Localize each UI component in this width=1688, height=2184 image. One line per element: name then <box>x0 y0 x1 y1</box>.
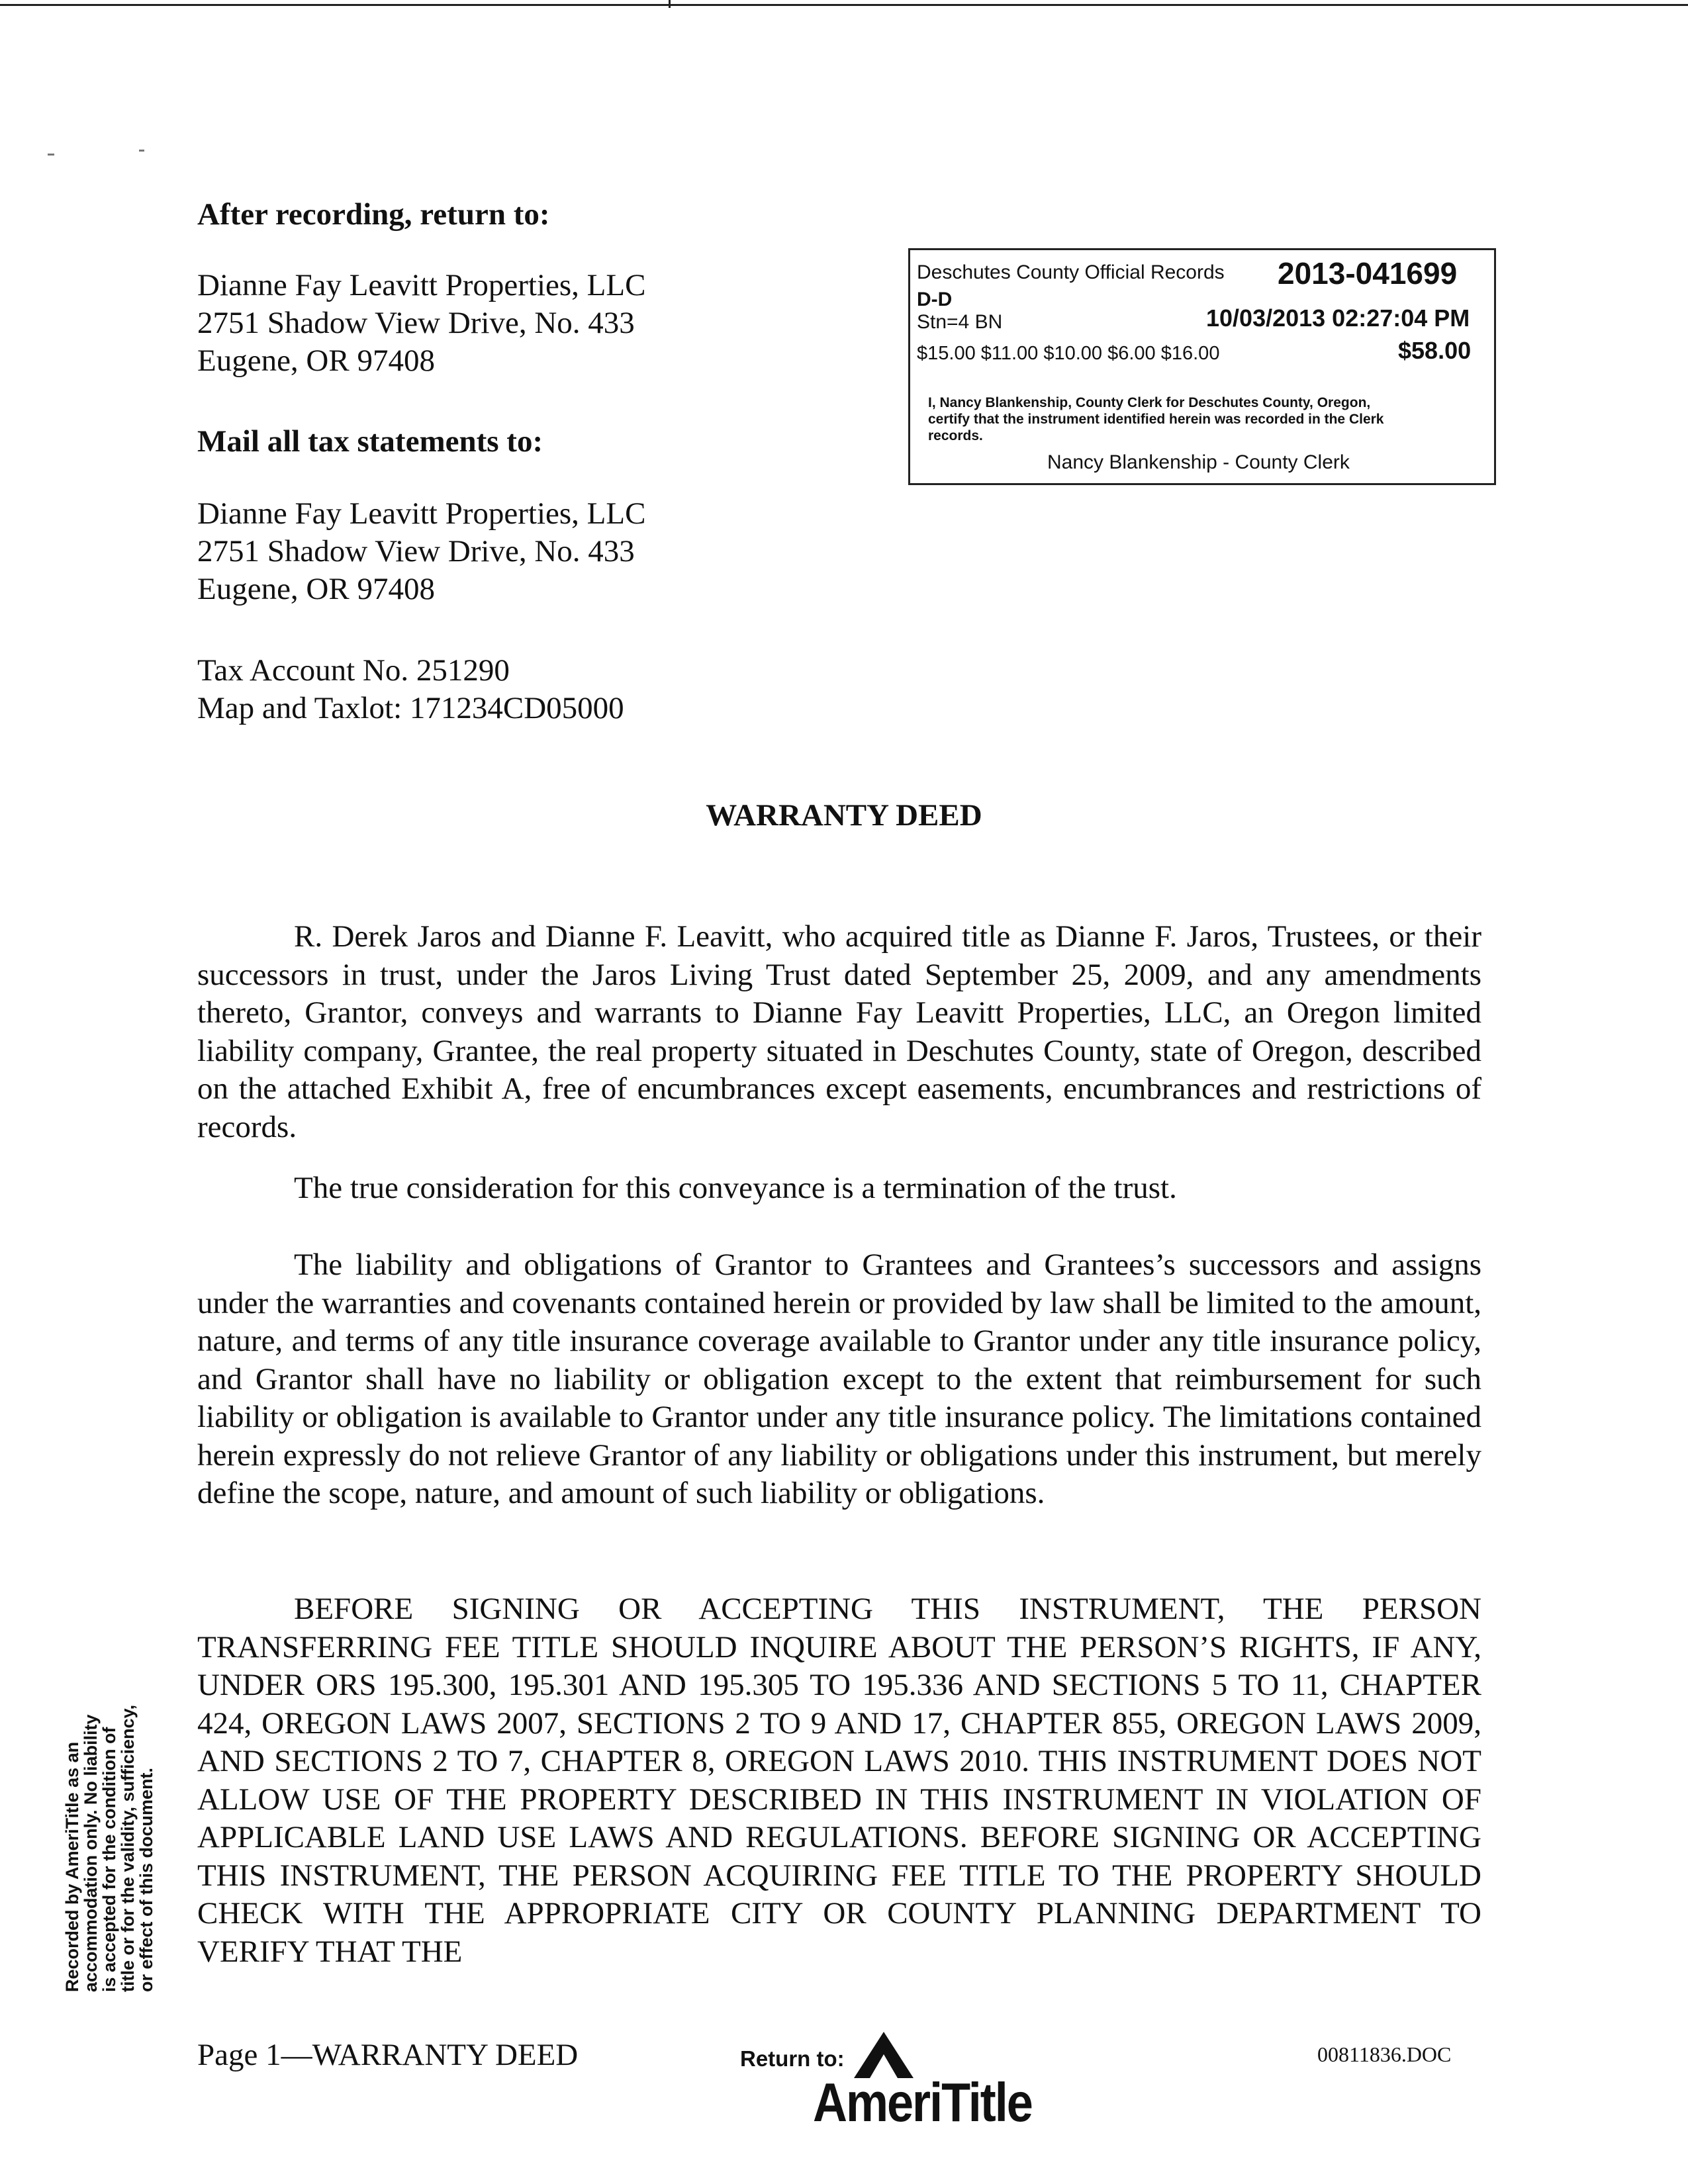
county-clerk-name: Nancy Blankenship - County Clerk <box>1047 451 1350 473</box>
document-file-id: 00811836.DOC <box>1317 2042 1452 2066</box>
statutory-notice-paragraph: BEFORE SIGNING OR ACCEPTING THIS INSTRUMENT, THE PERSON TRANSFERRING FEE TITLE SHOULD INQUIRE ABOUT THE PERSON’S RIGHTS, IF ANY, UNDER ORS 195.300, 195.301 AND 195.305 TO 195.336 AND SECTIONS 5 TO 11, CHAPTER 424, OREGON LAWS 2007, SECTIONS 2 TO 9 AND 17, CHAPTER 855, OREGON LAWS 2009, AND SECTIONS 2 TO 7, CHAPTER 8, OREGON LAWS 2010. THIS INSTRUMENT DOES NOT ALLOW USE OF THE PROPERTY DESCRIBED IN THIS INSTRUMENT IN VIOLATION OF APPLICABLE LAND USE LAWS AND REGULATIONS. BEFORE SIGNING OR ACCEPTING THIS INSTRUMENT, THE PERSON ACQUIRING FEE TITLE TO THE PROPERTY SHOULD CHECK WITH THE APPROPRIATE CITY OR COUNTY PLANNING DEPARTMENT TO VERIFY THAT THE <box>197 1592 1481 1969</box>
consideration-paragraph: The true consideration for this conveyance is a termination of the trust. <box>294 1171 1177 1205</box>
certification-line: certify that the instrument identified herein was recorded in the Clerk <box>928 412 1384 427</box>
tax-account-number: Tax Account No. 251290 <box>197 653 510 688</box>
grant-paragraph: R. Derek Jaros and Dianne F. Leavitt, who acquired title as Dianne F. Jaros, Trustees, or their successors in trust, under the Jaros Living Trust dated September 25, 2009, and any amendments thereto, Grantor, conveys and warrants to Dianne Fay Leavitt Properties, LLC, an Oregon limited liability company, Grantee, the real property situated in Deschutes County, state of Oregon, described on the attached Exhibit A, free of encumbrances except easements, encumbrances and restrictions of records. <box>197 919 1481 1144</box>
tax-statements-label: Mail all tax statements to: <box>197 424 543 459</box>
scan-speck <box>48 154 54 156</box>
liability-paragraph: The liability and obligations of Grantor to Grantees and Grantees’s successors and assigns under the warranties and covenants contained herein or provided by law shall be limited to the amount, nature, and terms of any title insurance coverage available to Grantor under any title insurance policy, and Grantor shall have no liability or obligation except to the extent that reimbursement for such liability or obligation is available to Grantor under any title insurance policy. The limitations contained herein expressly do not relieve Grantor of any liability or obligations under this instrument, but merely define the scope, nature, and amount of such liability or obligations. <box>197 1248 1481 1510</box>
map-taxlot: Map and Taxlot: 171234CD05000 <box>197 691 624 725</box>
recording-datetime: 10/03/2013 02:27:04 PM <box>1206 304 1470 332</box>
scan-speck <box>139 150 144 152</box>
clerk-certification <box>928 394 1383 444</box>
return-to-label: Return to: <box>740 2046 845 2071</box>
certification-line: records. <box>928 428 983 443</box>
return-address-line: Dianne Fay Leavitt Properties, LLC <box>197 268 646 302</box>
disclaimer-line: is accepted for the condition of <box>99 1727 119 1992</box>
disclaimer-line: accommodation only. No liability <box>81 1714 101 1992</box>
page-label: Page 1—WARRANTY DEED <box>197 2038 579 2072</box>
return-address <box>197 267 645 380</box>
return-address-line: Eugene, OR 97408 <box>197 343 435 378</box>
scan-top-rule <box>0 4 1688 6</box>
document-title: WARRANTY DEED <box>706 798 982 833</box>
scan-top-tick <box>669 0 671 8</box>
tax-address-line: Eugene, OR 97408 <box>197 572 435 606</box>
return-address-line: 2751 Shadow View Drive, No. 433 <box>197 306 635 340</box>
records-office: Deschutes County Official Records <box>917 261 1225 283</box>
tax-address-line: Dianne Fay Leavitt Properties, LLC <box>197 496 646 531</box>
recording-fees: $15.00 $11.00 $10.00 $6.00 $16.00 <box>917 343 1220 364</box>
ameritite-disclaimer-stamp <box>63 1661 156 1992</box>
recording-number: 2013-041699 <box>1278 256 1458 291</box>
disclaimer-line: or effect of this document. <box>136 1767 156 1992</box>
ameritite-logo-wordmark: AmeriTitle <box>813 2072 1032 2134</box>
disclaimer-line: Recorded by AmeriTitle as an <box>62 1741 82 1992</box>
tax-address <box>197 495 645 608</box>
recording-total: $58.00 <box>1398 337 1472 364</box>
return-label: After recording, return to: <box>197 197 550 232</box>
tax-address-line: 2751 Shadow View Drive, No. 433 <box>197 534 635 569</box>
disclaimer-line: title or for the validity, sufficiency, <box>118 1704 138 1992</box>
station-id: Stn=4 BN <box>917 311 1003 333</box>
certification-line: I, Nancy Blankenship, County Clerk for Deschutes County, Oregon, <box>928 395 1371 410</box>
document-type: D-D <box>917 289 953 310</box>
tax-info <box>197 652 624 727</box>
recording-stamp <box>908 248 1496 485</box>
